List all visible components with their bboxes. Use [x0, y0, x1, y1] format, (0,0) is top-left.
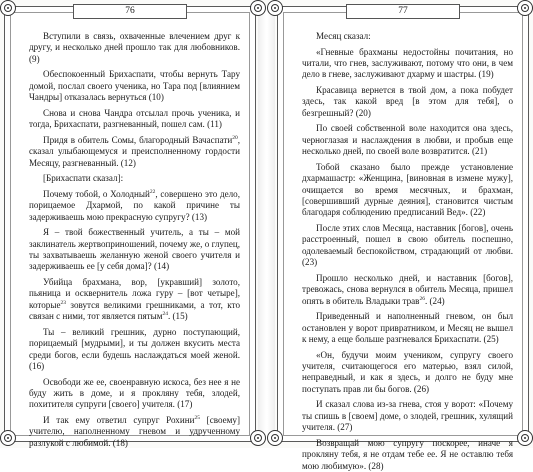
page-number: 77	[346, 4, 460, 19]
paragraph-text: . (15)	[167, 311, 188, 322]
paragraph-text: . (24)	[424, 295, 445, 306]
corner-ornament-icon	[0, 430, 16, 446]
paragraph	[302, 47, 513, 81]
paragraph-text: Я – твой божественный учитель, а ты – мой заклинатель жертвоприношений, почему же, о глупец, ты захватываешь желанную женой своего учителя и задерживаешь ее [у себя дома]? (14)	[29, 227, 240, 272]
corner-ornament-icon	[250, 0, 266, 16]
paragraph-text: Возвращай мою супругу поскорее, иначе я прокляну тебя, я не отдам тебе ее. Я не оставлю тебя мою любимую». (28)	[302, 437, 513, 471]
paragraph-text: зовутся великими грешниками, а тот, кто связан с ними, тот является пятым	[29, 299, 240, 322]
corner-ornament-icon	[0, 0, 16, 16]
paragraph	[302, 123, 513, 157]
paragraph	[29, 135, 240, 169]
corner-ornament-icon	[267, 0, 283, 16]
paragraph	[302, 399, 513, 433]
paragraph-text: , совершено это дело, порицаемое Дхармой, по какой причине ты задерживаешь мою прекрасную супругу? (13)	[29, 188, 240, 222]
paragraph	[302, 223, 513, 269]
footnote-marker: 26	[419, 295, 425, 302]
paragraph-text: Месяц сказал:	[316, 31, 371, 41]
paragraph-text: Тобой сказано было прежде установление дхармашастр: «Женщина, [виновная в измене мужу], очищается во время месячных, и брахман, [совершивший дурные деяния], становится чистым благодаря соблюдению предписаний Вед». (22)	[302, 161, 513, 218]
paragraph-text: «Он, будучи моим учеником, супругу своего учителя, считающегося его матерью, взял силой, неправедный, и как я здесь, и долго не буду мне поступать прав ли бы богов. (26)	[302, 349, 513, 394]
paragraph-text: И так ему ответил супруг Рохини	[43, 415, 195, 426]
paragraph	[29, 31, 240, 65]
paragraph	[29, 327, 240, 373]
footnote-marker: 24	[162, 311, 168, 318]
paragraph	[29, 173, 240, 184]
paragraph-text: Почему тобой, о Холодный	[43, 188, 150, 199]
paragraph-text: Красавица вернется в твой дом, а пока побудет здесь, так какой вред [в этом для тебя], о безгрешный? (20)	[302, 85, 513, 118]
corner-ornament-icon	[267, 430, 283, 446]
paragraph-text: Обеспокоенный Брихаспати, чтобы вернуть Тару домой, послал своего ученика, но Тара под [влиянием Чандры] отказалась вернуться (10)	[29, 69, 240, 103]
footnote-marker: 25	[194, 415, 200, 422]
paragraph	[302, 31, 513, 42]
paragraph-text: Вступили в связь, охваченные влечением друг к другу, и несколько дней прошло так для любовников. (9)	[29, 31, 240, 64]
paragraph-text: «Гневные брахманы недостойны почитания, но читали, что гнев, заслуживают, потому что они, в чем дело в гневе, заслуживают дхарму и шастры. (19)	[302, 46, 513, 80]
footnote-marker: 23	[60, 299, 66, 306]
paragraph	[29, 377, 240, 411]
book-spine	[258, 6, 275, 442]
left-page	[4, 6, 256, 448]
paragraph	[29, 189, 240, 223]
right-page	[277, 6, 529, 471]
paragraph-text: По своей собственной воле находится она здесь, черноглазая и наслаждения в любви, и пробыв еще несколько дней, по своей воле возвратится. (21)	[302, 123, 513, 157]
paragraph-text: Снова и снова Чандра отсылал прочь ученика, и тогда, Брихаспати, разгневанный, пошел сам. (11)	[29, 107, 240, 130]
paragraph-text: [своему] учителю, наполненному гневом и удрученному разлукой с любимой. (18)	[29, 415, 240, 448]
paragraph-text: , сказал улыбающемуся и преисполненному гордости Месяцу, разгневанный. (12)	[29, 134, 240, 168]
paragraph-text: Ты – великий грешник, дурно поступающий, порицаемый [мудрыми], и ты должен вкусить места среди богов, если будешь наслаждаться моей женой. (16)	[29, 326, 240, 372]
paragraph	[302, 162, 513, 219]
paragraph	[29, 227, 240, 273]
paragraph	[29, 69, 240, 103]
paragraph-text: Убийца брахмана, вор, [укравший] золото, пьяница и осквернитель ложа гуру – [вот четыре], которые	[29, 277, 240, 310]
paragraph	[29, 277, 240, 323]
paragraph-text: Приведенный и наполненный гневом, он был остановлен у ворот привратником, и Месяц не вышел к нему, а еще больше разгневался Брихаспати. (25)	[302, 311, 513, 345]
page-text	[302, 31, 513, 471]
page-number: 76	[73, 4, 187, 19]
corner-ornament-icon	[517, 430, 533, 446]
paragraph	[302, 85, 513, 119]
paragraph-text: После этих слов Месяца, наставник [богов], очень расстроенный, пошел в свою обитель поспешно, одолеваемый беспокойством, страдающий от любви. (23)	[302, 223, 513, 268]
paragraph	[29, 415, 240, 449]
paragraph	[302, 438, 513, 472]
corner-ornament-icon	[517, 0, 533, 16]
paragraph-text: Освободи же ее, своенравную искоса, без нее я не буду жить в доме, и я прокляну тебя, злодей, похитителя супруги [своего] учителя. (17)	[29, 376, 240, 410]
paragraph-text: Прошло несколько дней, и наставник [богов], тревожась, снова вернулся в обитель Месяца, пришел опять в обитель Владыки трав	[302, 272, 513, 306]
paragraph	[302, 273, 513, 307]
paragraph	[302, 311, 513, 345]
paragraph-text: [Брихаспати сказал]:	[43, 173, 124, 184]
footnote-marker: 20	[232, 134, 238, 141]
paragraph	[302, 350, 513, 396]
footnote-marker: 22	[149, 188, 156, 195]
paragraph	[29, 108, 240, 131]
paragraph-text: Придя в обитель Сомы, благородный Вачаспати	[43, 134, 233, 145]
paragraph-text: И сказал слова из-за гнева, стоя у ворот: «Почему ты спишь в [своем] доме, о злодей, грешник, хулящий учителя. (27)	[302, 399, 513, 433]
corner-ornament-icon	[250, 430, 266, 446]
page-text	[29, 31, 240, 448]
